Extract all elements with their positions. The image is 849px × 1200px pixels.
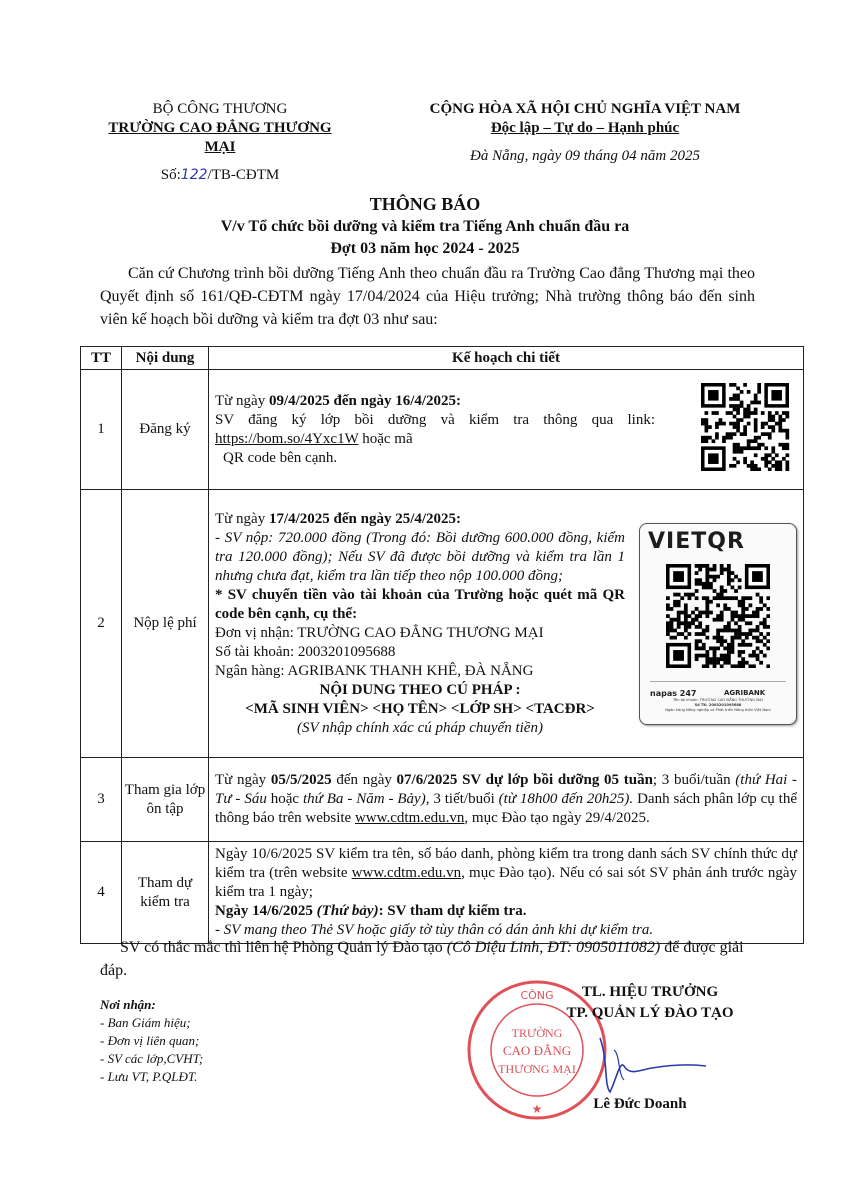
ministry-name: BỘ CÔNG THƯƠNG bbox=[152, 101, 288, 117]
plan-table bbox=[80, 346, 804, 944]
header-tt: TT bbox=[81, 347, 122, 370]
row-number: 2 bbox=[81, 490, 122, 758]
svg-text:TRƯỜNG: TRƯỜNG bbox=[511, 1026, 563, 1040]
table-row bbox=[81, 370, 804, 490]
vietqr-account-info: Tên tài khoản: TRƯỜNG CAO ĐẲNG THƯƠNG MẠI Số TK: 2003201095688 Ngân hàng Nông nghiệp và Phát triển Nông thôn Việt Nam bbox=[665, 697, 771, 712]
row-number: 1 bbox=[81, 370, 122, 490]
recipient-item: - Đơn vị liên quan; bbox=[100, 1033, 200, 1048]
title-block bbox=[90, 192, 760, 260]
recipients-title: Nơi nhận: bbox=[100, 997, 156, 1012]
table-row bbox=[81, 842, 804, 944]
row-plan: Ngày 10/6/2025 SV kiểm tra tên, số báo danh, phòng kiểm tra trong danh sách SV chính thức dự kiểm tra (trên website www.cdtm.edu.vn, mục Đào tạo). Nếu có sai sót SV phản ánh trước ngày kiểm tra 1 ngày; Ngày 14/6/2025 (Thứ bảy): SV tham dự kiểm tra. - SV mang theo Thẻ SV hoặc giấy tờ tùy thân có dán ảnh khi dự kiểm tra. bbox=[209, 842, 804, 944]
republic-title: CỘNG HÒA XÃ HỘI CHỦ NGHĨA VIỆT NAM bbox=[429, 101, 741, 117]
signer-name: Lê Đức Doanh bbox=[593, 1096, 687, 1112]
header-plan: Kế hoạch chi tiết bbox=[209, 347, 804, 370]
document-number: Số:122/TB-CĐTM bbox=[160, 167, 280, 183]
table-header-row bbox=[81, 347, 804, 370]
recipient-item: - SV các lớp,CVHT; bbox=[100, 1051, 204, 1066]
header-content: Nội dung bbox=[122, 347, 209, 370]
vietqr-logo: VIETQR bbox=[648, 528, 745, 554]
intro-paragraph: Căn cứ Chương trình bồi dưỡng Tiếng Anh theo chuẩn đầu ra Trường Cao đẳng Thương mại theo Quyết định số 161/QĐ-CĐTM ngày 17/04/2024 của Hiệu trưởng; Nhà trường thông báo đến sinh viên kế hoạch bồi dưỡng và kiểm tra đợt 03 như sau: bbox=[100, 265, 755, 328]
svg-text:THƯƠNG MẠI: THƯƠNG MẠI bbox=[498, 1062, 576, 1076]
row-plan: Từ ngày 17/4/2025 đến ngày 25/4/2025: - SV nộp: 720.000 đồng (Trong đó: Bồi dưỡng 600.000 đồng, kiểm tra 120.000 đồng); Nếu SV đã được bồi dưỡng và kiểm tra lần 1 nhưng chưa đạt, kiểm tra lần tiếp theo nộp 100.000 đồng; * SV chuyển tiền vào tài khoản của Trường hoặc quét mã QR code bên cạnh, cụ thể: Đơn vị nhận: TRƯỜNG CAO ĐẲNG THƯƠNG MẠI Số tài khoản: 2003201095688 Ngân hàng: AGRIBANK THANH KHÊ, ĐÀ NẴNG NỘI DUNG THEO CÚ PHÁP : <MÃ SINH VIÊN> <HỌ TÊN> <LỚP SH> <TACĐR> (SV nhập chính xác cú pháp chuyển tiền) VIETQR napas 247 AGRIBANK Tên tài khoản: TRƯỜNG CAO ĐẲNG THƯƠNG MẠI Số TK: 2003201095688 Ngân hàng Nông nghiệp và Phát triển Nông thôn Việt Nam bbox=[209, 490, 804, 758]
svg-text:CAO ĐẲNG: CAO ĐẲNG bbox=[502, 1043, 572, 1058]
issuer-block bbox=[100, 100, 340, 185]
website-link[interactable]: www.cdtm.edu.vn bbox=[351, 865, 462, 881]
row-content: Nộp lệ phí bbox=[122, 490, 209, 758]
napas-logo: napas 247 bbox=[650, 688, 697, 698]
row-content: Tham gia lớp ôn tập bbox=[122, 758, 209, 842]
handwritten-signature bbox=[580, 1030, 710, 1100]
registration-link[interactable]: https://bom.so/4Yxc1W bbox=[215, 430, 359, 447]
date-line: Đà Nẵng, ngày 09 tháng 04 năm 2025 bbox=[470, 148, 700, 164]
row-content: Đăng ký bbox=[122, 370, 209, 490]
national-header bbox=[395, 100, 775, 166]
sign-title-1: TL. HIỆU TRƯỞNG bbox=[581, 984, 719, 1000]
agribank-logo: AGRIBANK bbox=[724, 688, 766, 697]
document-subject: V/v Tổ chức bồi dưỡng và kiểm tra Tiếng Anh chuẩn đầu ra bbox=[220, 218, 630, 235]
recipients-block bbox=[100, 996, 300, 1086]
recipient-item: - Lưu VT, P.QLĐT. bbox=[100, 1069, 198, 1084]
contact-paragraph: SV có thắc mắc thì liên hệ Phòng Quản lý Đào tạo (Cô Diệu Linh, ĐT: 0905011082) để được giải đáp. bbox=[100, 939, 744, 979]
row-number: 4 bbox=[81, 842, 122, 944]
document-period: Đợt 03 năm học 2024 - 2025 bbox=[330, 240, 520, 257]
vietqr-payment-card[interactable] bbox=[639, 523, 797, 725]
svg-text:CÔNG: CÔNG bbox=[520, 989, 554, 1002]
row-content: Tham dự kiểm tra bbox=[122, 842, 209, 944]
registration-qr-code[interactable] bbox=[693, 383, 797, 477]
row-number: 3 bbox=[81, 758, 122, 842]
table-row bbox=[81, 758, 804, 842]
signature-block bbox=[520, 982, 780, 1024]
motto: Độc lập – Tự do – Hạnh phúc bbox=[490, 120, 680, 136]
document-title: THÔNG BÁO bbox=[369, 194, 481, 214]
handwritten-number: 122 bbox=[180, 167, 208, 183]
row-plan: Từ ngày 05/5/2025 đến ngày 07/6/2025 SV dự lớp bồi dưỡng 05 tuần; 3 buổi/tuần (thứ Hai - Tư - Sáu hoặc thứ Ba - Năm - Bảy), 3 tiết/buổi (từ 18h00 đến 20h25). Danh sách phân lớp cụ thể thông báo trên website www.cdtm.edu.vn, mục Đào tạo ngày 29/4/2025. bbox=[209, 758, 804, 842]
recipient-item: - Ban Giám hiệu; bbox=[100, 1015, 191, 1030]
row-plan: Từ ngày 09/4/2025 đến ngày 16/4/2025: SV đăng ký lớp bồi dưỡng và kiểm tra thông qua link: https://bom.so/4Yxc1W hoặc mã QR code bên cạnh. bbox=[209, 370, 804, 490]
school-name: TRƯỜNG CAO ĐẲNG THƯƠNG MẠI bbox=[108, 120, 332, 155]
website-link[interactable]: www.cdtm.edu.vn bbox=[354, 810, 465, 826]
table-row bbox=[81, 490, 804, 758]
sign-title-2: TP. QUẢN LÝ ĐÀO TẠO bbox=[566, 1005, 734, 1021]
svg-text:★: ★ bbox=[531, 1102, 543, 1116]
